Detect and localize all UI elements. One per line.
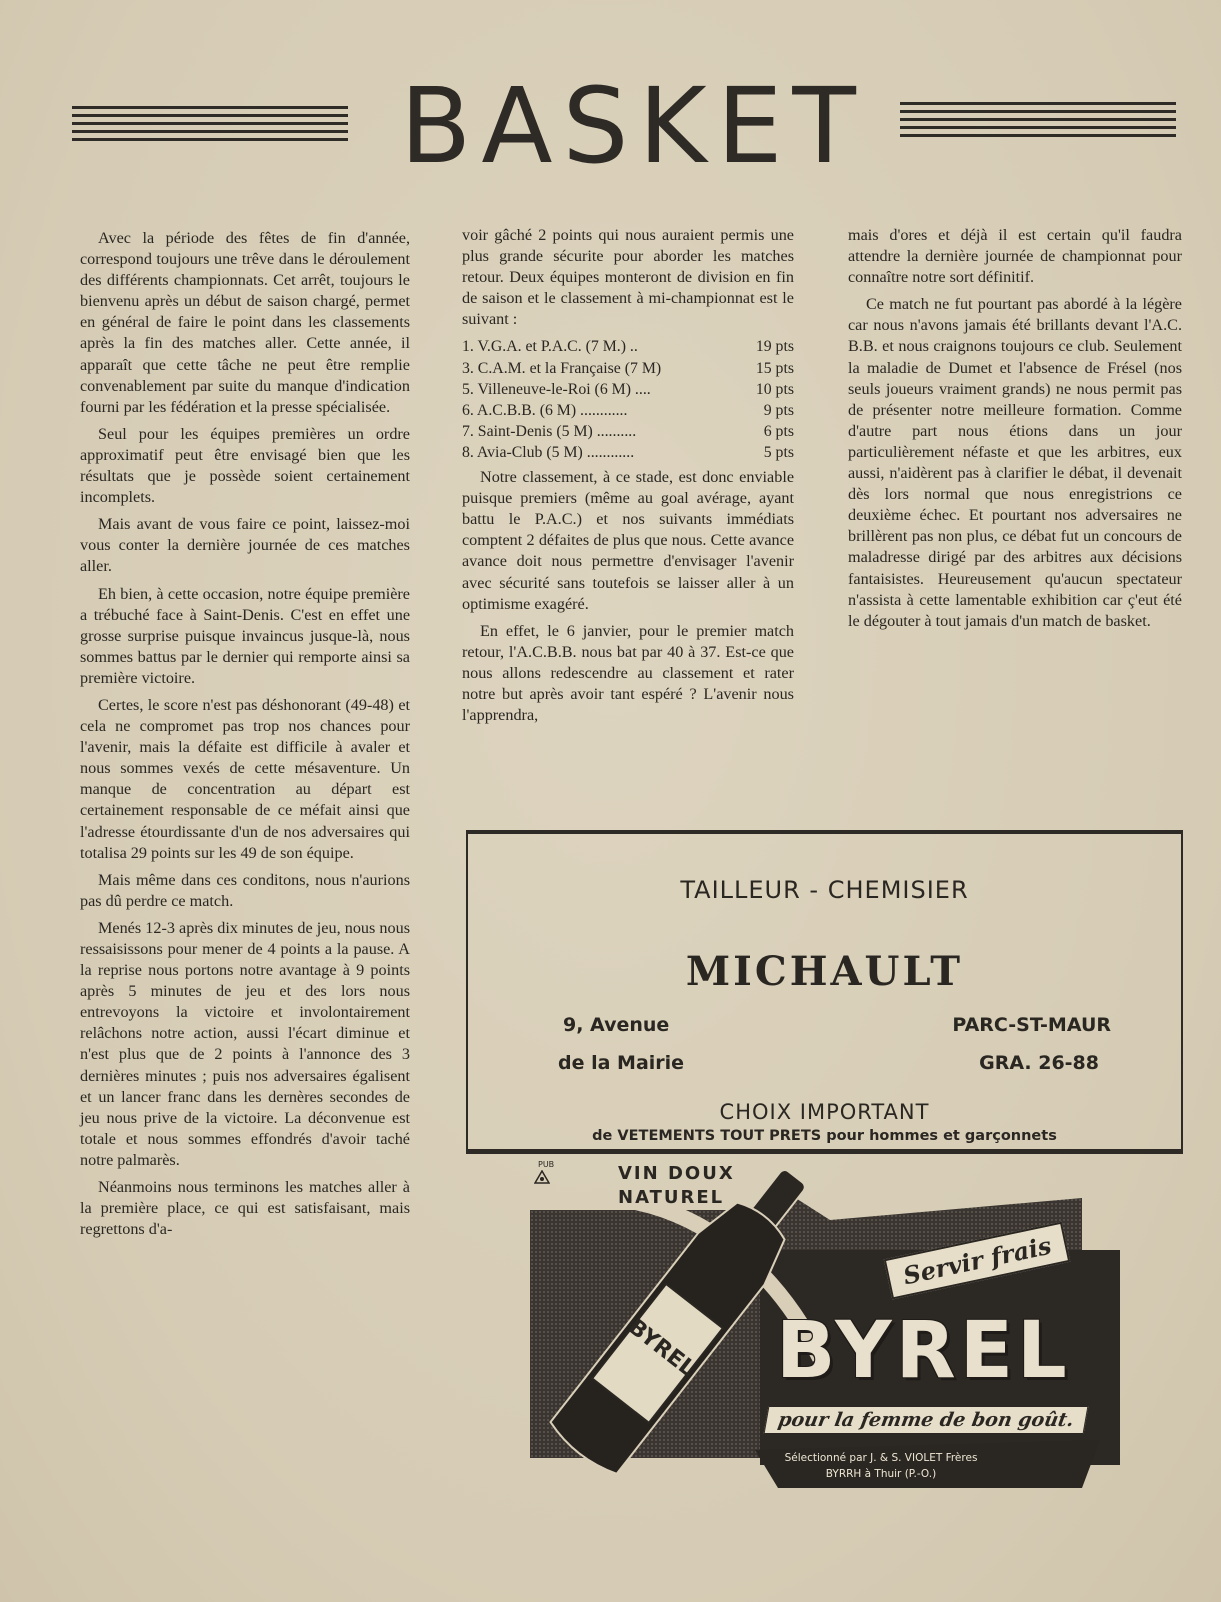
paragraph: Ce match ne fut pourtant pas abordé à la légère car nous n'avons jamais été brillants devant l'A.C. B.B. et nous craignons toujours ce club. Seulement la maladie de Dumet et l'absence de Frésel (nos seuls joueurs vraiment grands) ne nous permit pas de présenter notre meilleure formation. Comme d'autre part nous étions dans un jour particulièrement néfaste et que les arbitres, eux aussi, n'aidèrent pas à clarifier le débat, il devenait dès lors normal que nous enregistrions ce deuxième échec. Et pourtant nos adversaires ne brillèrent pas non plus, ce débat fut un concours de maladresse dirigé par des arbitres aux décisions fantaisistes. Heureusement qu'aucun spectateur n'assista à cette lamentable exhibition car ç'eut été le dégouter à tout jamais d'un match de basket. xyxy=(848,295,1182,630)
ad-choice-heading: CHOIX IMPORTANT xyxy=(719,1100,930,1124)
triangle-logo-icon xyxy=(534,1170,550,1184)
byrel-advertisement xyxy=(530,1158,1130,1498)
ad-address-line-2: de la Mairie xyxy=(558,1052,685,1074)
ad-address-line-1: 9, Avenue xyxy=(563,1014,670,1036)
ad-city: PARC-ST-MAUR xyxy=(952,1014,1111,1036)
paragraph: Avec la période des fêtes de fin d'année, correspond toujours une trêve dans le déroulement des différents championnats. Cet arrêt, toujours le bienvenu après un début de saison chargé, permet en général de faire le point dans les classements après la fin des matches aller. Cette année, il apparaît que cette tâche ne peut être remplie convenablement par suite du manque d'indication fourni par les fédération et la presse spécialisée. xyxy=(80,229,410,416)
ad-phone: GRA. 26-88 xyxy=(979,1052,1099,1074)
brand-name: BYREL xyxy=(776,1306,1071,1396)
paragraph: En effet, le 6 janvier, pour le premier match retour, l'A.C.B.B. nous bat par 40 à 37. Est-ce que nous allons redescendre au classement et rater notre but après avoir tant espéré ? L'avenir nous l'apprendra, xyxy=(462,621,794,725)
ad-shop-name: MICHAULT xyxy=(685,948,964,995)
paragraph: voir gâché 2 points qui nous auraient permis une plus grande sécurite pour aborder les matches retour. Deux équipes monteront de division en fin de saison et le classement à mi-championnat est le suivant : xyxy=(462,226,794,329)
brand-slogan: pour la femme de bon goût. xyxy=(764,1406,1089,1434)
standings-row: 3. C.A.M. et la Française (7 M) 15 pts xyxy=(462,359,794,377)
svg-text:BYREL: BYREL xyxy=(623,1314,700,1382)
article-column-3 xyxy=(848,225,1182,638)
standings-row: 8. Avia-Club (5 M) ............ 5 pts xyxy=(462,443,794,461)
paragraph: Mais même dans ces conditons, nous n'aurions pas dû perdre ce match. xyxy=(80,870,410,910)
paragraph: Certes, le score n'est pas déshonorant (49-48) et cela ne compromet pas trop nos chances pour l'avenir, mais la défaite est difficile à avaler et nous sommes vexés de cette mésaventure. Un manque de concentration au départ est certainement responsable de ce méfait ainsi que l'adresse étourdissante d'un de nos adversaires qui totalisa 29 points sur les 49 de son équipe. xyxy=(80,695,410,862)
wine-type: VIN DOUX NATUREL xyxy=(618,1163,735,1208)
page-title: BASKET xyxy=(400,65,866,187)
paragraph: Eh bien, à cette occasion, notre équipe première a trébuché face à Saint-Denis. C'est en effet une grosse surprise puisque invaincus jusque-là, nous sommes battus par le dernier qui remporte ainsi sa première victoire. xyxy=(80,584,410,687)
paragraph: Seul pour les équipes premières un ordre approximatif peut être envisagé bien que les résultats que je possède soient certainement incomplets. xyxy=(80,424,410,507)
paragraph: Néanmoins nous terminons les matches aller à la première place, ce qui est satisfaisant, mais regrettons d'a- xyxy=(80,1178,410,1239)
article-column-2 xyxy=(462,225,794,732)
paragraph: Menés 12-3 après dix minutes de jeu, nous nous ressaisissons pour mener de 4 points a la pause. A la reprise nous portons notre avantage à 9 points après 5 minutes de jeu et des lors nous entrevoyons la victoire et involontairement relâchons notre action, aussi l'écart diminue et n'est plus que de 2 points à l'annonce des 3 dernières minutes ; puis nos adversaires égalisent et un lancer franc dans les dernères secondes de jeu nous prive de la victoire. La déconvenue est totale et nous sommes effondrés d'avoir taché notre palmarès. xyxy=(80,918,410,1169)
paragraph: mais d'ores et déjà il est certain qu'il faudra attendre la dernière journée de championnat pour connaître notre sort définitif. xyxy=(848,226,1182,287)
article-column-1 xyxy=(80,228,410,1246)
serve-chilled-banner: Servir frais xyxy=(884,1221,1071,1299)
pub-mark: PUB xyxy=(538,1160,555,1169)
paragraph: Notre classement, à ce stade, est donc enviable puisque premiers (même au goal avérage, ayant battu le P.A.C.) et nos suivants immédiats comptent 2 défaites de plus que nous. Cette avance avance doit nous permettre d'envisager l'avenir avec sécurité sans toutefois se laisser aller à un optimisme exagéré. xyxy=(462,468,794,613)
header-rule-right xyxy=(900,102,1176,146)
header-rule-left xyxy=(72,106,348,150)
ad-tagline: TAILLEUR - CHEMISIER xyxy=(680,876,969,904)
standings-table xyxy=(462,336,794,463)
tailor-advertisement xyxy=(466,830,1183,1154)
standings-row: 6. A.C.B.B. (6 M) ............ 9 pts xyxy=(462,401,794,419)
standings-row: 5. Villeneuve-le-Roi (6 M) .... 10 pts xyxy=(462,380,794,398)
paragraph: Mais avant de vous faire ce point, laissez-moi vous conter la dernière journée de ces matches aller. xyxy=(80,515,410,576)
producer-credit: Sélectionné par J. & S. VIOLET Frères BYRRH à Thuir (P.-O.) xyxy=(784,1452,978,1480)
standings-row: 7. Saint-Denis (5 M) .......... 6 pts xyxy=(462,422,794,440)
standings-row: 1. V.G.A. et P.A.C. (7 M.) .. 19 pts xyxy=(462,338,794,356)
ad-choice-detail: de VETEMENTS TOUT PRETS pour hommes et garçonnets xyxy=(592,1128,1057,1144)
